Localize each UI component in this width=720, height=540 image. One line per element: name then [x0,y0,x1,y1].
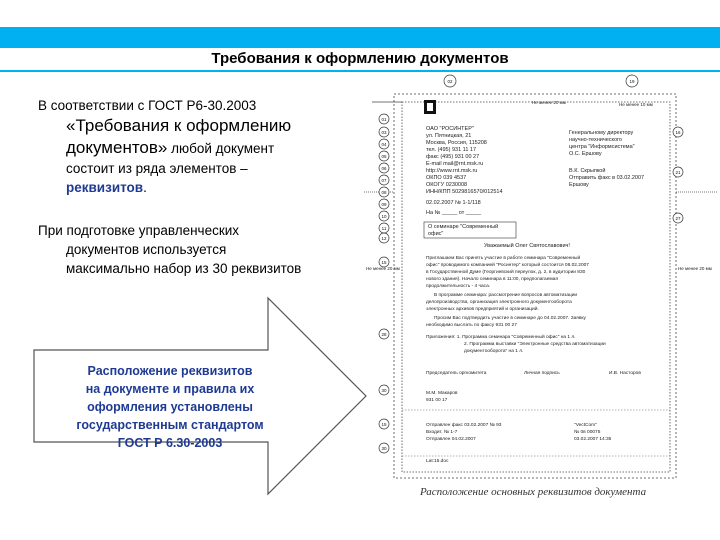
svg-text:В.К. Скрыпкой: В.К. Скрыпкой [569,168,606,174]
svg-text:Ершову: Ершову [569,182,589,188]
gost-rest: любой документ [167,141,275,156]
keyword-rekvizity: реквизитов [66,180,144,195]
svg-text:04: 04 [381,142,387,147]
svg-text:И.В. Насторов: И.В. Насторов [609,371,641,376]
arrow-line-2: на документе и правила их [85,382,255,396]
svg-text:2. Программа выставки "Электро: 2. Программа выставки "Электронные средства автоматизации [464,342,606,347]
svg-text:Не менее 20 мм: Не менее 20 мм [532,100,566,105]
svg-text:21: 21 [675,170,681,175]
svg-text:научно-технического: научно-технического [569,137,622,143]
svg-text:30: 30 [381,446,387,451]
arrow-line-5: ГОСТ Р 6.30-2003 [117,436,223,450]
svg-text:27: 27 [675,216,681,221]
svg-text:11: 11 [381,226,387,231]
svg-text:факс (495) 931 00 27: факс (495) 931 00 27 [426,154,480,160]
document-sample-image [364,72,718,490]
svg-text:19: 19 [629,79,635,84]
svg-text:06: 06 [381,166,387,171]
svg-text:в Государственной Думе (Георги: в Государственной Думе (Георгиевский переулок, д. 2, в аудитории 830 [426,270,586,275]
prep-line-3: максимально набор из 30 реквизитов [66,261,302,276]
svg-text:нового здания). Начало семинар: нового здания). Начало семинара в 11:00, предполагаемая [426,277,558,282]
svg-text:Не менее 20 мм: Не менее 20 мм [366,266,400,271]
prep-line-1: При подготовке управленческих [38,223,240,238]
main-text [38,96,368,278]
svg-text:05: 05 [381,154,387,159]
svg-text:Просим Вас подтвердить участие: Просим Вас подтвердить участие в семинаре до 04.02.2007. Заявку [434,316,586,321]
svg-text:ОКПО 039 4537: ОКПО 039 4537 [426,175,467,181]
svg-text:28: 28 [381,332,387,337]
svg-text:тел. (495) 931 11 17: тел. (495) 931 11 17 [426,147,477,153]
svg-text:ОКОГУ 0230008: ОКОГУ 0230008 [426,182,468,188]
gost-title-line-b [38,137,368,159]
svg-text:Входит. № 1-7: Входит. № 1-7 [426,430,458,435]
svg-text:О.С. Ершову: О.С. Ершову [569,151,602,157]
svg-text:07: 07 [381,178,387,183]
elements-line: состоит из ряда элементов – [66,161,248,176]
arrow-line-3: оформления установлены [87,400,253,414]
svg-text:16: 16 [675,130,681,135]
keyword-period: . [143,180,147,195]
svg-text:Приложения: 1. Программа семин: Приложения: 1. Программа семинара "Современный офис" на 1 л. [426,335,576,340]
svg-text:Не менее 20 мм: Не менее 20 мм [678,266,712,271]
svg-text:15: 15 [381,422,387,427]
svg-text:931 00 17: 931 00 17 [426,398,448,403]
svg-text:Не менее 10 мм: Не менее 10 мм [619,102,653,107]
svg-text:ИНН/КПП 5029816570/012514: ИНН/КПП 5029816570/012514 [426,189,503,195]
svg-text:02.02.2007 № 1-1/118: 02.02.2007 № 1-1/118 [426,200,481,206]
svg-text:Отправлен факс 03.02.2007 № 93: Отправлен факс 03.02.2007 № 93 [426,423,502,428]
svg-text:О семинаре "Современный: О семинаре "Современный [428,224,499,230]
svg-text:09: 09 [381,202,387,207]
svg-text:продолжительность - 4 часа.: продолжительность - 4 часа. [426,284,491,289]
svg-text:Приглашаем Вас принять участие: Приглашаем Вас принять участие в работе семинара "Современный [426,256,581,261]
svg-text:офис": офис" [428,231,444,237]
svg-text:01: 01 [381,117,387,122]
svg-text:электронных архивов предприяти: электронных архивов предприятий и организаций. [426,307,539,312]
svg-text:офис" проводимого компанией "Р: офис" проводимого компанией "Росинтер" который состоится 08.02.2007 [426,263,589,268]
svg-text:ул. Пятницкая, 21: ул. Пятницкая, 21 [426,133,472,139]
gost-title-quote-end: документов» [66,138,168,157]
arrow-line-1: Расположение реквизитов [87,364,253,378]
keyword-line [38,178,368,197]
svg-text:Личная подпись: Личная подпись [524,371,560,376]
gost-line: В соответствии с ГОСТ Р6-30.2003 [38,98,257,113]
svg-text:Москва, Россия, 115208: Москва, Россия, 115208 [426,140,487,146]
svg-text:15: 15 [381,260,387,265]
svg-text:На № _____ от _____: На № _____ от _____ [426,210,482,216]
svg-text:документооборота" на 1 л.: документооборота" на 1 л. [464,349,524,354]
svg-text:"VectCom": "VectCom" [574,423,597,428]
svg-text:08: 08 [381,190,387,195]
svg-text:http://www.rnt.msk.ru: http://www.rnt.msk.ru [426,168,478,174]
svg-text:03.02.2007 14:35: 03.02.2007 14:35 [574,437,612,442]
svg-text:В программе семинара: рассмотр: В программе семинара: рассмотрение вопросов автоматизации [434,293,578,298]
svg-text:делопроизводства, организация: делопроизводства, организация электронного документооборота [426,300,572,305]
svg-text:Отправить факс в 03.02.2007: Отправить факс в 03.02.2007 [569,175,645,181]
svg-text:02: 02 [447,79,453,84]
svg-text:Уважаемый Олег Святославович!: Уважаемый Олег Святославович! [484,243,570,249]
svg-text:E-mail mail@rnt.msk.ru: E-mail mail@rnt.msk.ru [426,161,484,167]
arrow-line-4: государственным стандартом [76,418,264,432]
svg-text:необходимо выслать по факсу 93: необходимо выслать по факсу 931 00 27 [426,323,517,328]
svg-text:ОАО "РОСИНТЕР": ОАО "РОСИНТЕР" [426,126,474,132]
svg-text:№ 0в 00075: № 0в 00075 [574,430,601,435]
svg-text:Lat:15.doc: Lat:15.doc [426,459,449,464]
prep-line-2: документов используется [66,242,227,257]
page-title: Требования к оформлению документов [0,48,720,70]
svg-text:центра "Информсистема": центра "Информсистема" [569,144,635,150]
svg-text:12: 12 [381,236,387,241]
svg-text:Отправлен 04.02.2007: Отправлен 04.02.2007 [426,437,476,442]
svg-text:30: 30 [381,388,387,393]
gost-title-line-a: «Требования к оформлению [66,116,292,135]
svg-text:03: 03 [381,130,387,135]
svg-text:Председатель оргкомитета: Председатель оргкомитета [426,371,487,376]
document-caption: Расположение основных реквизитов документа [420,486,647,498]
svg-text:М.М. Макаров: М.М. Макаров [426,391,458,396]
svg-text:10: 10 [381,214,387,219]
arrow-text [52,362,288,452]
svg-text:Генеральному директору: Генеральному директору [569,130,634,136]
